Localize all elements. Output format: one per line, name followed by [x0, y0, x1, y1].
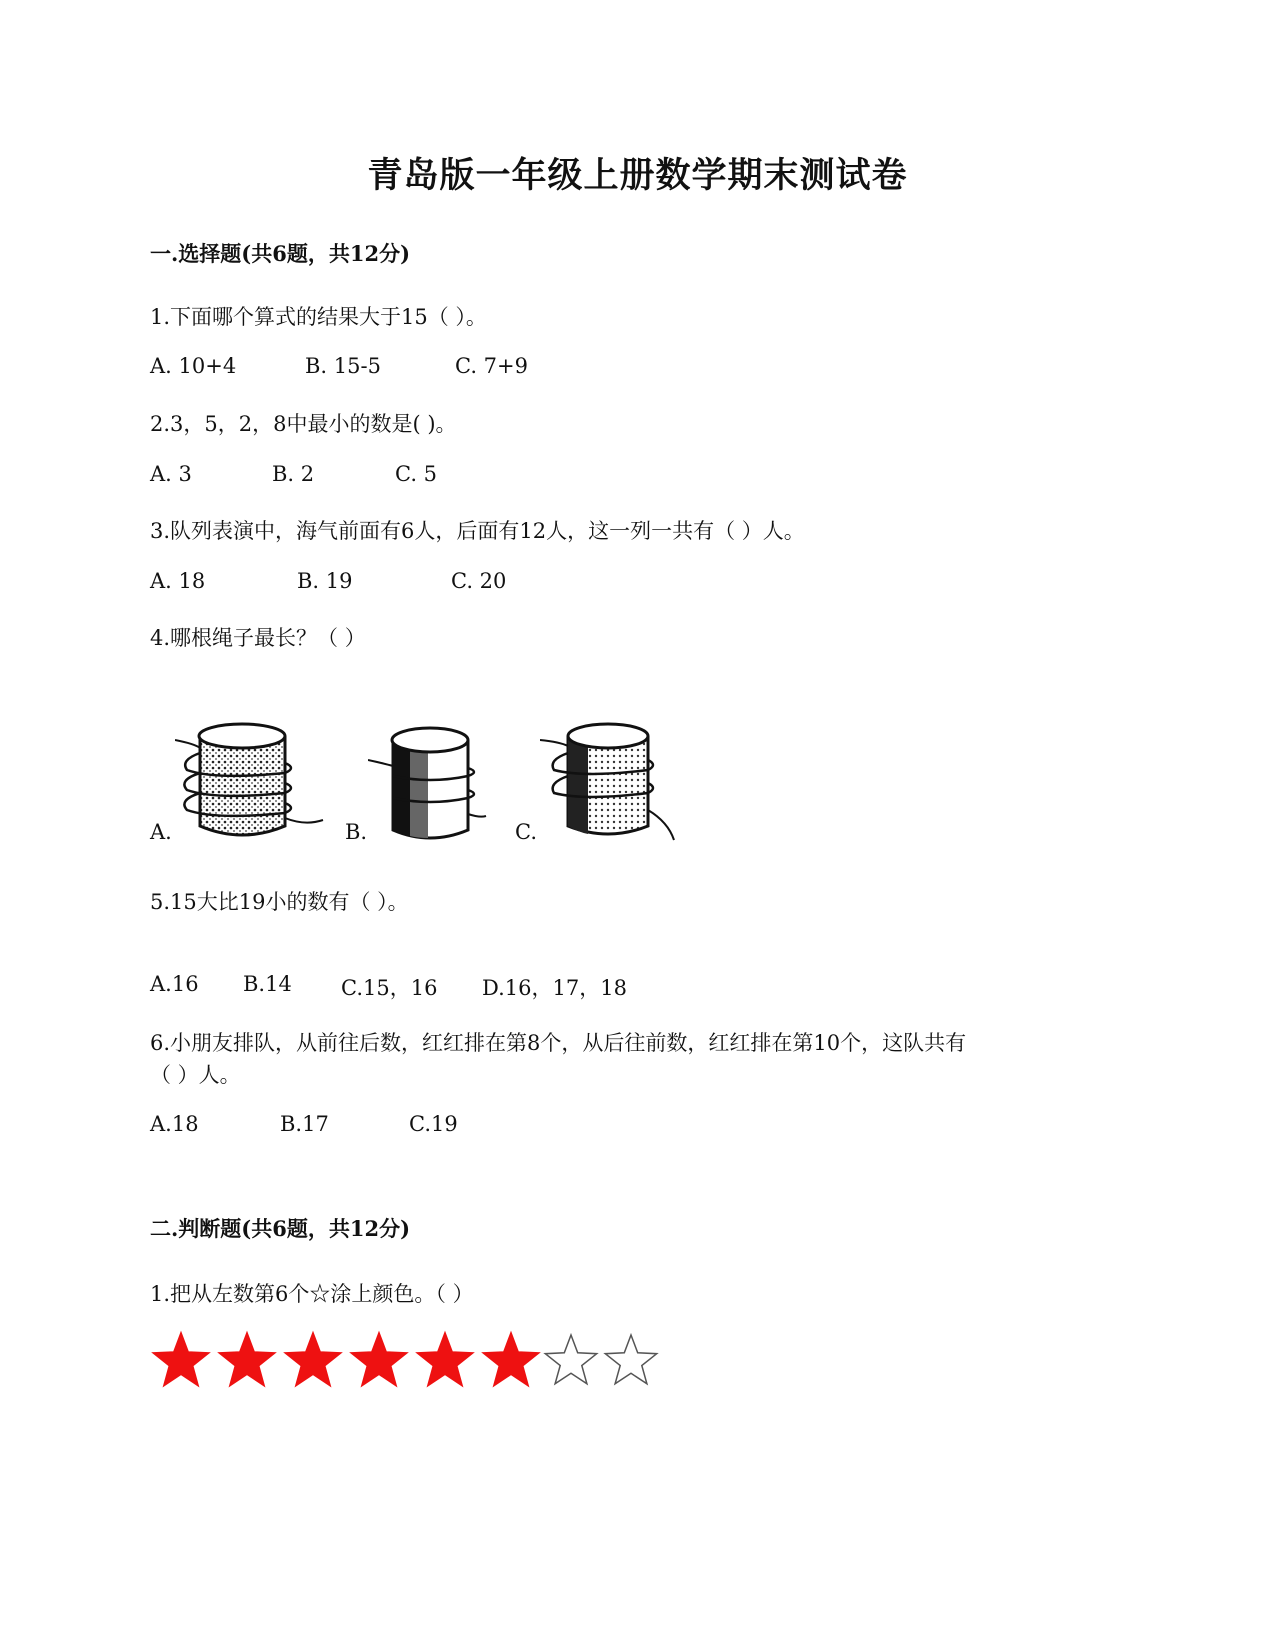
q5-option-c: C.15，16: [341, 976, 438, 1000]
star-filled-icon: [285, 1332, 342, 1386]
rope-cylinder-a-image: [175, 718, 325, 848]
q5-option-a: A.16: [150, 972, 199, 996]
star-row: [150, 1326, 670, 1396]
question-4-text: 4.哪根绳子最长？（ ）: [150, 626, 366, 650]
star-filled-icon: [483, 1332, 540, 1386]
q3-option-c: C. 20: [451, 569, 507, 593]
q5-option-b: B.14: [243, 972, 292, 996]
q2-option-c: C. 5: [395, 462, 438, 486]
star-filled-icon: [417, 1332, 474, 1386]
q2-option-a: A. 3: [150, 462, 192, 486]
question-2-text: 2.3，5，2，8中最小的数是( )。: [150, 412, 457, 436]
q6-option-b: B.17: [280, 1112, 329, 1136]
q6-option-c: C.19: [409, 1112, 458, 1136]
star-filled-icon: [219, 1332, 276, 1386]
question-1-text: 1.下面哪个算式的结果大于15（ ）。: [150, 305, 487, 329]
star-filled-icon: [153, 1332, 210, 1386]
q4-option-b-label: B.: [345, 820, 368, 844]
q4-option-a-label: A.: [150, 820, 172, 844]
star-filled-icon: [351, 1332, 408, 1386]
rope-cylinder-c-image: [540, 718, 680, 848]
section-heading-judgement: 二.判断题(共6题，共12分): [150, 1216, 411, 1241]
question-6-text-line1: 6.小朋友排队，从前往后数，红红排在第8个，从后往前数，红红排在第10个，这队共有: [150, 1031, 967, 1055]
page-title: 青岛版一年级上册数学期末测试卷: [367, 155, 908, 196]
q3-option-a: A. 18: [150, 569, 206, 593]
question-5-text: 5.15大比19小的数有（ ）。: [150, 890, 409, 914]
question-6-text-line2: （ ）人。: [150, 1063, 241, 1087]
rope-cylinder-b-image: [368, 718, 493, 848]
star-empty-icon: [605, 1335, 656, 1384]
q2-option-b: B. 2: [272, 462, 315, 486]
star-empty-icon: [545, 1335, 596, 1384]
q3-option-b: B. 19: [297, 569, 353, 593]
q1-option-b: B. 15-5: [305, 354, 381, 378]
question-3-text: 3.队列表演中，海气前面有6人，后面有12人，这一列一共有（ ）人。: [150, 519, 805, 543]
q1-option-a: A. 10+4: [150, 354, 237, 378]
section-heading-choice: 一.选择题(共6题，共12分): [150, 241, 411, 266]
q4-option-c-label: C.: [515, 820, 537, 844]
q1-option-c: C. 7+9: [455, 354, 528, 378]
q5-option-d: D.16，17，18: [482, 976, 627, 1000]
q6-option-a: A.18: [150, 1112, 199, 1136]
judgement-1-text: 1.把从左数第6个☆涂上颜色。（ ）: [150, 1282, 474, 1306]
